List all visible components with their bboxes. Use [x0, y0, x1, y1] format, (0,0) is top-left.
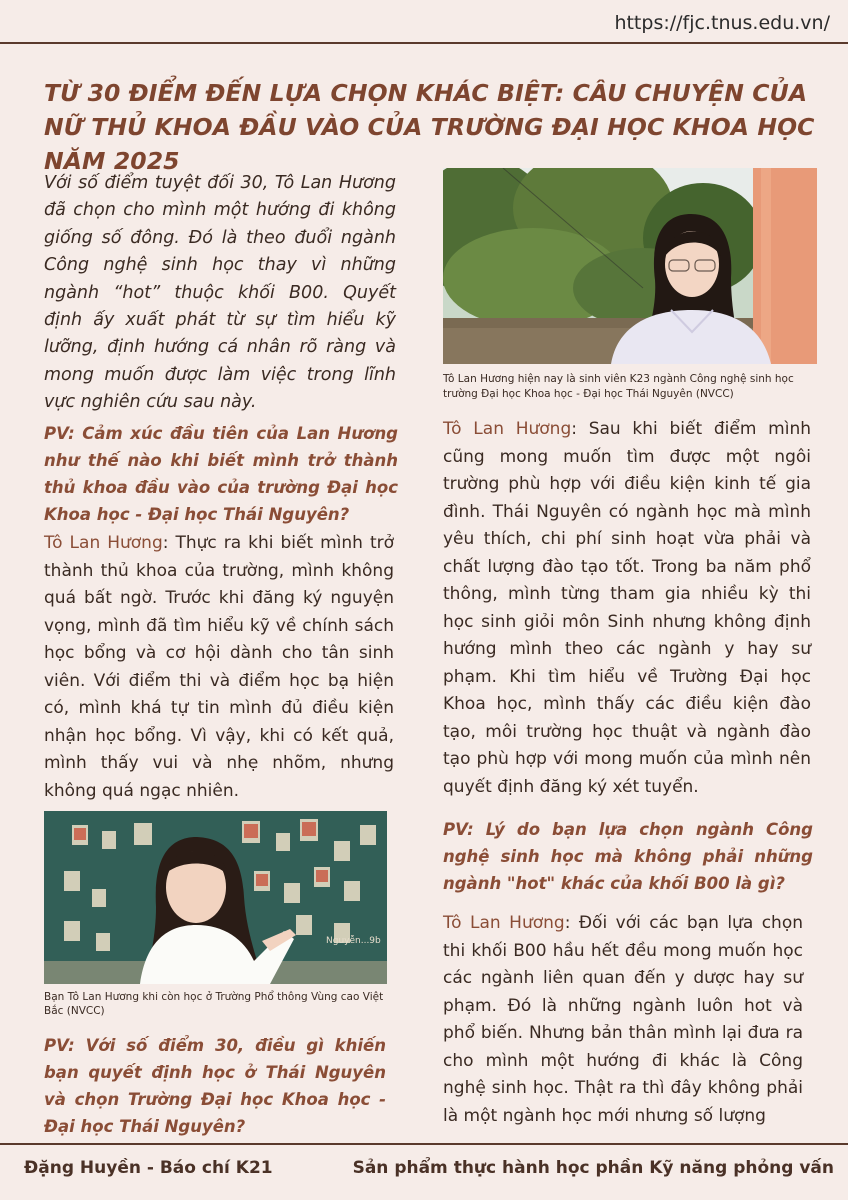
speaker-name: Tô Lan Hương [44, 533, 163, 553]
answer-3-text: : Đối với các bạn lựa chọn thi khối B00 hầu hết đều mong muốn học các ngành liên quan đến y dược hay sư phạm. Đó là những ngành luôn hot và phổ biến. Nhưng bản thân mình lại đưa ra cho mình một hướng đi khác là Công nghệ sinh học. Thật ra thì đây không phải là một ngành học mới nhưng số lượng [443, 913, 803, 1126]
header-divider [0, 42, 848, 44]
question-3: PV: Với số điểm 30, điều gì khiến bạn quyết định học ở Thái Nguyên và chọn Trường Đại học Khoa học - Đại học Thái Nguyên? [44, 1036, 386, 1136]
question-1: PV: Cảm xúc đầu tiên của Lan Hương như thế nào khi biết mình trở thành thủ khoa đầu vào của trường Đại học Khoa học - Đại học Thái Nguyên? [44, 424, 398, 524]
article-intro: Với số điểm tuyệt đối 30, Tô Lan Hương đã chọn cho mình một hướng đi không giống số đông. Đó là theo đuổi ngành Công nghệ sinh học thay vì những ngành “hot” thuộc khối B00. Quyết định ấy xuất phát từ sự tìm hiểu kỹ lưỡng, định hướng cá nhân rõ ràng và mong muốn được làm việc trong lĩnh vực nghiên cứu sau này. [44, 173, 396, 413]
photo-caption-1: Tô Lan Hương hiện nay là sinh viên K23 ngành Công nghệ sinh học trường Đại học Khoa học - Đại học Thái Nguyên (NVCC) [443, 373, 794, 400]
answer-2-text: : Sau khi biết điểm mình cũng mong muốn tìm được một ngôi trường phù hợp với điều kiện kinh tế gia đình. Thái Nguyên có ngành học mà mình yêu thích, chi phí sinh hoạt vừa phải và chất lượng đào tạo tốt. Trong ba năm phổ thông, mình từng tham gia nhiều kỳ thi học sinh giỏi môn Sinh nhưng không định hướng mình theo các ngành y hay sư phạm. Khi tìm hiểu về Trường Đại học Khoa học, mình thấy các điều kiện đào tạo, môi trường học thuật và ngành đào tạo phù hợp với mong muốn của mình nên quyết định đăng ký xét tuyển. [443, 419, 811, 797]
footer-product: Sản phẩm thực hành học phần Kỹ năng phỏng vấn [352, 1158, 834, 1178]
photo-classroom [44, 811, 387, 984]
board-chalk-text: Nguyễn...9b [326, 936, 381, 946]
speaker-name: Tô Lan Hương [443, 419, 572, 439]
footer-divider [0, 1143, 848, 1145]
site-url[interactable]: https://fjc.tnus.edu.vn/ [614, 12, 830, 34]
article-title: TỪ 30 ĐIỂM ĐẾN LỰA CHỌN KHÁC BIỆT: CÂU CHUYỆN CỦA NỮ THỦ KHOA ĐẦU VÀO CỦA TRƯỜNG ĐẠI HỌC KHOA HỌC NĂM 2025 [44, 79, 815, 175]
footer-author: Đặng Huyền - Báo chí K21 [24, 1158, 273, 1178]
question-2: PV: Lý do bạn lựa chọn ngành Công nghệ sinh học mà không phải những ngành "hot" khác của khối B00 là gì? [443, 820, 813, 893]
answer-3 [443, 910, 803, 1130]
photo-caption-2: Bạn Tô Lan Hương khi còn học ở Trường Phổ thông Vùng cao Việt Bắc (NVCC) [44, 991, 384, 1017]
answer-2 [443, 416, 811, 801]
photo-portrait [443, 168, 817, 364]
speaker-name: Tô Lan Hương [443, 913, 565, 933]
answer-1 [44, 530, 394, 805]
answer-1-text: : Thực ra khi biết mình trở thành thủ khoa của trường, mình không quá bất ngờ. Trước khi đăng ký nguyện vọng, mình đã tìm hiểu kỹ về chính sách học bổng và cơ hội dành cho tân sinh viên. Với điểm thi và điểm học bạ hiện có, mình khá tự tin mình đủ điều kiện nhận học bổng. Vì vậy, khi có kết quả, mình thấy vui và nhẹ nhõm, nhưng không quá ngạc nhiên. [44, 533, 394, 801]
